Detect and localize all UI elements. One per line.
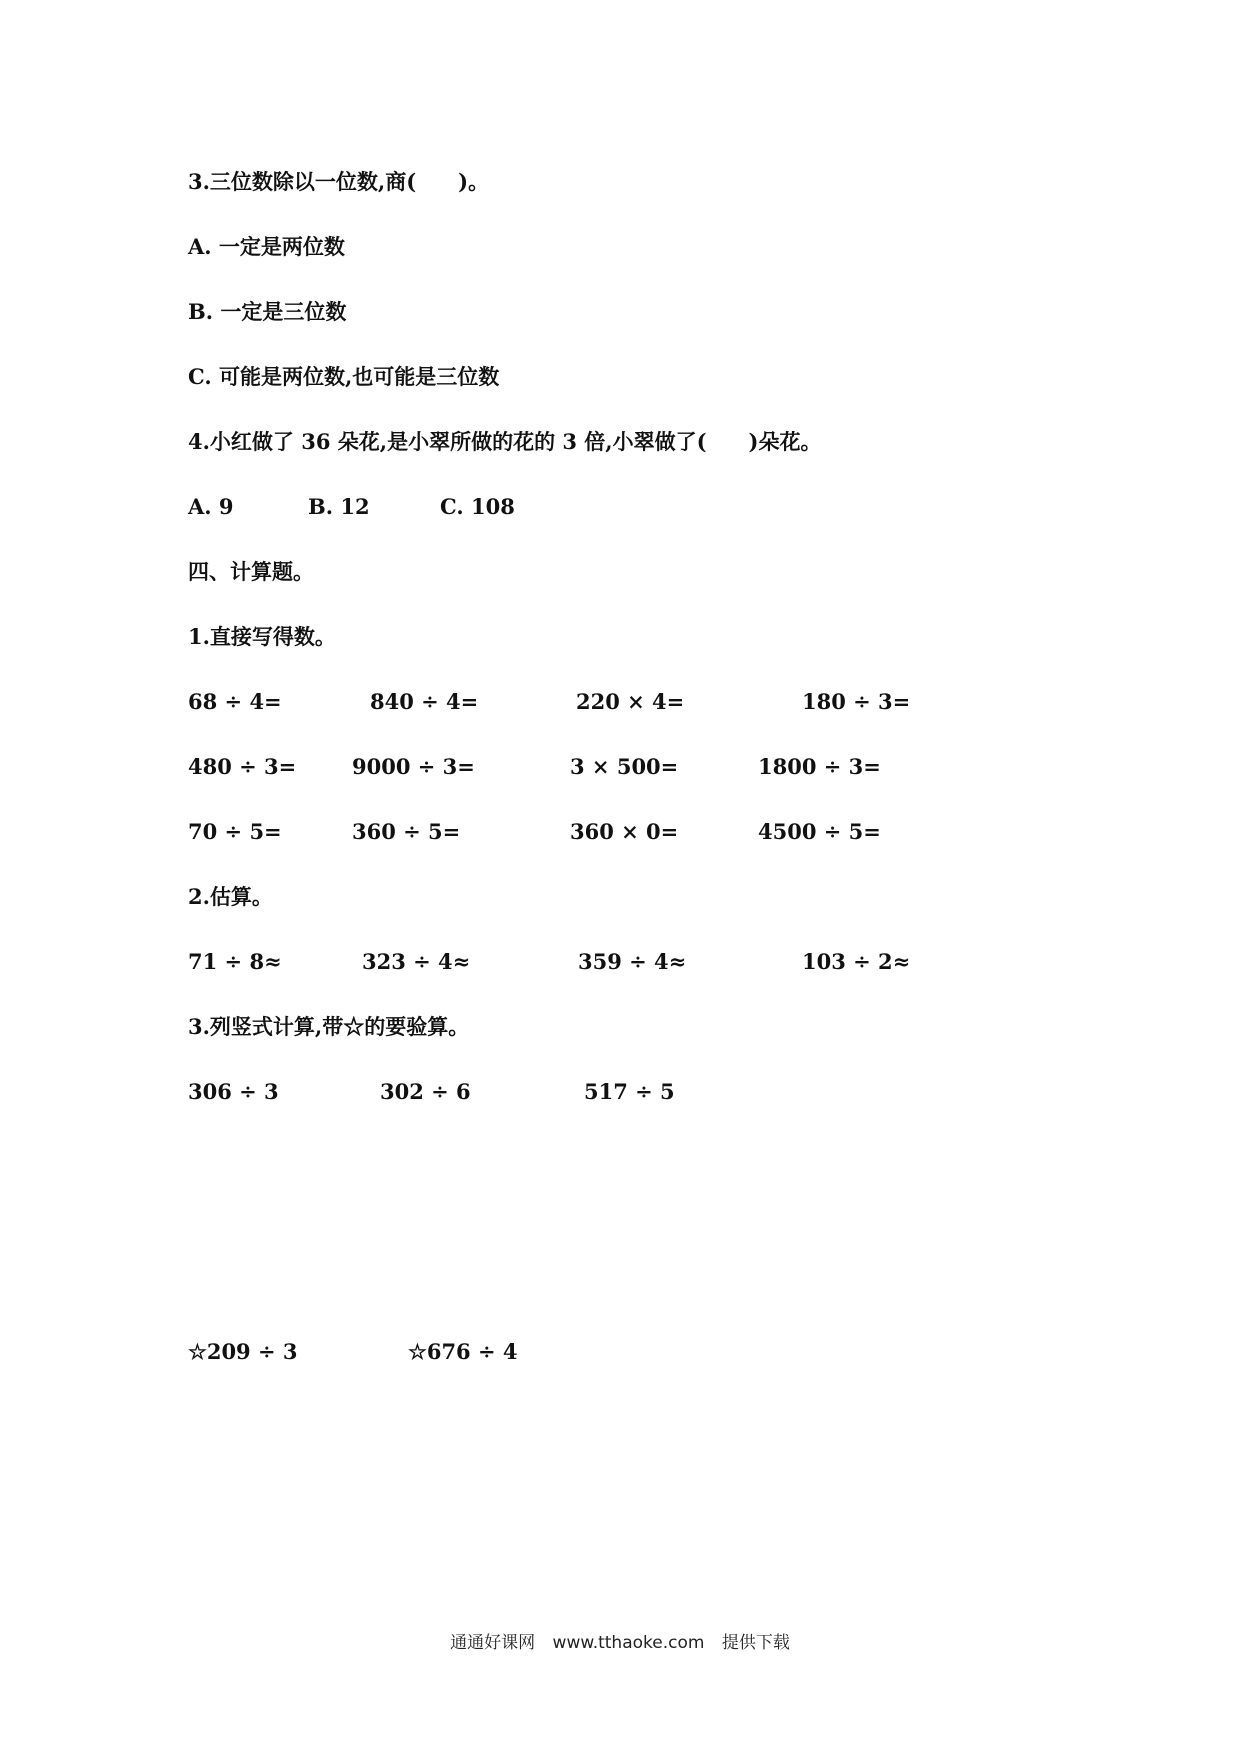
question-3-option-b: B. 一定是三位数 <box>188 299 347 324</box>
mental-calc-item: 4500 ÷ 5= <box>758 819 881 844</box>
part-2-title: 2.估算。 <box>188 884 273 909</box>
mental-calc-item: 9000 ÷ 3= <box>352 754 475 779</box>
vertical-calc-item: 306 ÷ 3 <box>188 1079 279 1104</box>
question-4-stem: 4.小红做了 36 朵花,是小翠所做的花的 3 倍,小翠做了( )朵花。 <box>188 429 822 454</box>
footer-suffix: 提供下载 <box>721 1633 790 1653</box>
vertical-calc-item: 517 ÷ 5 <box>584 1079 675 1104</box>
mental-calc-item: 360 ÷ 5= <box>352 819 461 844</box>
mental-calc-item: 360 × 0= <box>570 819 679 844</box>
footer-site-name: 通通好课网 <box>450 1633 536 1653</box>
vertical-calc-item: 302 ÷ 6 <box>380 1079 471 1104</box>
mental-calc-item: 68 ÷ 4= <box>188 689 282 714</box>
estimate-item: 359 ÷ 4≈ <box>578 949 687 974</box>
estimate-item: 103 ÷ 2≈ <box>802 949 911 974</box>
mental-calc-item: 840 ÷ 4= <box>370 689 479 714</box>
section-4-title: 四、计算题。 <box>188 559 314 584</box>
vertical-calc-check-item: ☆676 ÷ 4 <box>408 1339 518 1364</box>
vertical-calc-check-item: ☆209 ÷ 3 <box>188 1339 298 1364</box>
question-4-option-c: C. 108 <box>440 494 515 519</box>
part-3-title: 3.列竖式计算,带☆的要验算。 <box>188 1014 470 1039</box>
mental-calc-item: 70 ÷ 5= <box>188 819 282 844</box>
mental-calc-item: 180 ÷ 3= <box>802 689 911 714</box>
question-4-option-b: B. 12 <box>308 494 370 519</box>
footer-url[interactable]: www.tthaoke.com <box>552 1633 705 1653</box>
estimate-item: 323 ÷ 4≈ <box>362 949 471 974</box>
estimate-item: 71 ÷ 8≈ <box>188 949 282 974</box>
page-footer <box>0 1628 1240 1653</box>
mental-calc-item: 480 ÷ 3= <box>188 754 297 779</box>
question-4-option-a: A. 9 <box>188 494 234 519</box>
part-1-title: 1.直接写得数。 <box>188 624 336 649</box>
mental-calc-item: 220 × 4= <box>576 689 685 714</box>
mental-calc-item: 1800 ÷ 3= <box>758 754 881 779</box>
question-3-stem: 3.三位数除以一位数,商( )。 <box>188 169 490 194</box>
question-3-option-c: C. 可能是两位数,也可能是三位数 <box>188 364 500 389</box>
question-3-option-a: A. 一定是两位数 <box>188 234 345 259</box>
mental-calc-item: 3 × 500= <box>570 754 679 779</box>
